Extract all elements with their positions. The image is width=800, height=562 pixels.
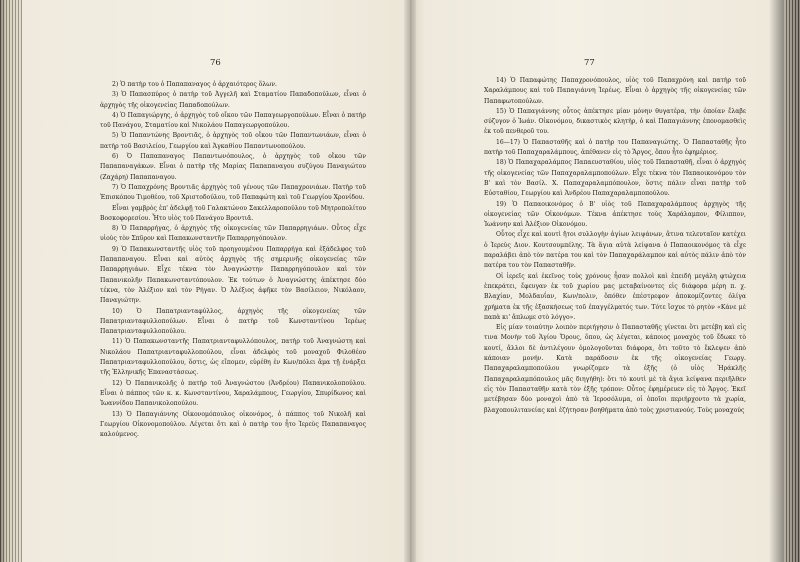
- paragraph: Εἰς μίαν τοιαύτην λοιπὸν περιήγησιν ὁ Παπασταθῆς γίνεται ὅτι μετέβη καὶ εἰς τινα Μονὴν τοῦ Ἁγίου Ὄρους, ὅπου, ὡς λέγεται, κάποιος μοναχὸς τοῦ ἔδωκε τὸ κουτί, ἄλλοι δὲ ἀντιλέγουν ὁμολογοῦνται διάφορα, ὅτι τοῦτο τὸ ἔκλεψεν ἀπὸ κάποιαν μονήν. Κατὰ παράδοσιν ἐκ τῆς οἰκογενείας Γεωργ. Παπαχαραλαμποπούλου γνωρίζομεν τὰ ἑξῆς (ὁ υἱὸς Ἡράκλῆς Παπαχαραλαμπόπουλος μᾶς διηγήθη): ὅτι τὸ κουτὶ μὲ τὰ ἅγια λείψανα περιῆλθεν εἰς τὸν Παπασταθῆν κατὰ τὸν ἑξῆς τρόπον: Οὗτος ἐφημέρευεν εἰς τὸ Ἄργος. Ἐκεῖ μετέβησαν δύο μοναχοὶ ἀπὸ τὰ Ἱεροσόλυμα, οἱ ὁποῖοι περιήρχοντο τὰ χωρία, βλαχοπουλιτανείας καὶ ἐζήτησαν βοηθήματα ἀπὸ τοὺς χριστιανούς. Τοὺς μοναχούς: [484, 324, 746, 414]
- page-edge-left: [0, 0, 22, 562]
- left-page-text: [100, 80, 366, 440]
- paragraph: 13) Ὁ Παπαγιάννης Οἰκονομόπουλος οἰκονόμος, ὁ πάππος τοῦ Νικολῆ καὶ Γεωργίου Οἰκονομοπούλου. Λέγεται ὅτι καὶ ὁ πατὴρ του ἦτο Ἱερεὺς Παπαπαναγος καλούμενος.: [100, 410, 366, 439]
- page-number-left: 76: [210, 58, 221, 68]
- paragraph: Εἶναι γαμβρὸς ἐπ' ἀδελφῇ τοῦ Γαλακτώνου Σακελλαροπούλου τοῦ Μητροπολίτου Βοσκοφορεσίου. Ἦτο υἱὸς τοῦ Πανάγου Βροντιᾶ.: [100, 204, 366, 222]
- paragraph: 10) Ὁ Παπατριανταφύλλος, ἀρχηγὸς τῆς οἰκογενείας τῶν Παπατριανταφυλλοπούλων. Εἶναι ὁ πατὴρ τοῦ Κωνσταντίνου Ἱερέως Παπατριανταφυλλοπούλου.: [100, 307, 366, 336]
- paragraph: 15) Ὁ Παπαγιάννης οὗτος ἀπέκτησε μίαν μόνην θυγατέρα, τὴν ὁποίαν ἔλαβε σύζυγον ὁ Ἰωάν. Οἰκονόμου, δικαστικὸς κλητήρ, ὁ καὶ Παπαγιάννης ἐπονομασθεὶς ἐκ τοῦ πενθεροῦ του.: [484, 107, 746, 136]
- paragraph: 18) Ὁ Παπαχαραλάμπος Παπαευσταθίου, υἱὸς τοῦ Παπασταθῆ, εἶναι ὁ ἀρχηγὸς τῆς οἰκογενείας τῶν Παπαχαραλαμποπούλων. Εἶχε τέκνα τὸν Παπαοικονόμου τὸν Β' καὶ τὸν Βασίλ. Χ. Παπαχαραλαμπόπουλον, ὅστις πάλιν εἶναι πατὴρ τοῦ Εὐσταθίου, Γεωργίου καὶ Ἀνδρέου Παπαχαραλαμποπούλου.: [484, 159, 746, 198]
- paragraph: 2) Ὁ πατὴρ του ὁ Παπαπαναγος ὁ ἀρχαιότερος ὅλων.: [112, 81, 277, 88]
- paragraph: 16—17) Ὁ Παπασταθῆς καὶ ὁ πατὴρ του Παπαναγιώτης. Ὁ Παπασταθῆς ἦτο πατὴρ τοῦ Παπαχαραλάμπους, ἀπέθανεν εἰς τὸ Ἄργος, ὅπου ἦτο ἐφημέριος.: [484, 138, 746, 157]
- right-page-text: [484, 76, 746, 416]
- paragraph: 4) Ὁ Παπαγιώργης, ὁ ἀρχηγὸς τοῦ οἴκου τῶν Παπαγεωργοπούλων. Εἶναι ὁ πατὴρ τοῦ Πανάγου, Σταματίου καὶ Νικολάου Παπαγεωργοπούλου.: [100, 111, 366, 130]
- paragraph: 11) Ὁ Παπακωνσταντῆς Παπατριανταφυλλόπουλος, πατὴρ τοῦ Ἀναγνώστη καὶ Νικολάου Παπατριανταφυλλοπούλου, εἶναι ἀδελφὸς τοῦ μοναχοῦ Φιλοθέου Παπατριανταφυλλοπούλου, ὅστις, ὡς εἴπομεν, εὑρέθη ἐν Κων/πόλει ἅμα τῇ ἐνάρξει τῆς Ἑλληνικῆς Ἐπαναστάσεως.: [100, 338, 366, 377]
- book-gutter: [404, 0, 416, 562]
- paragraph: 8) Ὁ Παπαρρήγας, ὁ ἀρχηγὸς τῆς οἰκογενείας τῶν Παπαρρηγιάων. Οὗτος εἶχε υἱοὺς τὸν Σπῦρον καὶ Παπακωνσταντῆν Παπαρρηγόπουλον.: [100, 225, 366, 243]
- paragraph: Οὗτος εἶχε καὶ κουτὶ ἤτοι συλλογὴν ἁγίων λειψάνων, ἅτινα τελευταῖον κατέχει ὁ Ἱερεὺς Διον. Κουτσουμπέλης. Τὰ ἅγια αὐτὰ λείψανα ὁ Παπαοικονόμος τὰ εἶχε παραλάβει ἀπὸ τὸν πατέρα του καὶ τὸν Παπαχαράλαμπον καὶ αὐτὸς πάλιν ἀπὸ τὸν πατέρα του τὸν Παπασταθῆν.: [484, 231, 746, 270]
- page-number-right: 77: [584, 58, 595, 68]
- paragraph: 5) Ὁ Παπαντώνης Βροντιᾶς, ὁ ἀρχηγὸς τοῦ οἴκου τῶν Παπαντωνιάων, εἶναι ὁ πατὴρ τοῦ Βασιλείου, Γεωργίου καὶ Ἀγκαθίου Παπαντωνοπούλου.: [100, 132, 366, 150]
- paragraph: 9) Ὁ Παπακωνσταντῆς υἱὸς τοῦ προηγουμένου Παπαρρήγα καὶ ἐξάδελφος τοῦ Παπαπαναγου. Εἶναι καὶ αὐτὸς ἀρχηγὸς τῆς σημερινῆς οἰκογενείας τῶν Παπαρρηγιάων. Εἶχε τέκνα τὸν Ἀναγνώστην Παπαρρηγόπουλον καὶ τὸν Παπανικολῆν Παπακωνσταντόπουλον. Ἐκ τούτων ὁ Ἀναγνώστης ἀπέκτησε δύο τέκνα, τὸν Ἀλέξιον καὶ τὸν Ρήγαν. Ὁ Ἀλέξιος ἀφῆκε τὸν Βασίλειον, Νικόλαον, Παναγιώτην.: [100, 245, 366, 305]
- paragraph: 14) Ὁ Παπαφώτης Παπαχρονόπουλος, υἱὸς τοῦ Παπαχρόνη καὶ πατὴρ τοῦ Χαραλάμπους καὶ τοῦ Παπαγιάννη Ἱερέως. Εἶναι ὁ ἀρχηγὸς τῆς οἰκογενείας τῶν Παπαφωτοπούλων.: [484, 77, 746, 105]
- right-page: [410, 0, 800, 562]
- page-edge-right: [784, 0, 800, 562]
- paragraph: 6) Ὁ Παπαπαναγος Παπαντωνόπουλος, ὁ ἀρχηγὸς τοῦ οἴκου τῶν Παπαπαναγάκων. Εἶναι ὁ πατὴρ τῆς Μαρίας Παπαπαναγου συζύγου Παναγιώτου (Ζαχάρη) Παπαπαναγου.: [100, 153, 366, 181]
- paragraph: Οἱ ἱερεῖς καὶ ἐκεῖνος τοὺς χρόνους ἦσαν πολλοὶ καὶ ἐπειδὴ μεγάλη φτώχεια ἐπεκράτει, ἔφευγαν ἐκ τοῦ χωρίου μας μεταβαίνοντες εἰς διάφορα μέρη π. χ. Βλαχίαν, Μολδαυΐαν, Κων/πολιν, ὅπόθεν ἐπέστρεφον ἀποκομίζοντες ὀλίγα χρήματα ἐκ τῆς ἐξασκήσεως τοῦ ἐπαγγέλματός των. Τότε ἴσχυε τὸ ρητὸν «Κάνε μὲ παπὰ κι' ἄπλωμε στὸ λόγγο».: [484, 272, 746, 321]
- paragraph: 7) Ὁ Παπαχρόνης Βροντιᾶς ἀρχηγὸς τοῦ γένους τῶν Παπαχρονιάων. Πατὴρ τοῦ Ἐπισκόπου Τιμοθέου, τοῦ Χριστοδούλου, τοῦ Παπαφώτη καὶ τοῦ Γεωργίου Χρονίδου.: [100, 183, 366, 202]
- paragraph: 19) Ὁ Παπαοικονόμος ὁ Β' υἱὸς τοῦ Παπαχαραλάμπους ἀρχηγὸς τῆς οἰκογενείας τῶν Οἰκονόμων. Τέκνα ἀπέκτησε τοὺς Χαράλαμπον, Φίλιππον, Ἰωάννην καὶ Ἀλέξιον Οἰκονόμου.: [484, 200, 746, 229]
- paragraph: 3) Ὁ Παπασπύρος ὁ πατὴρ τοῦ Ἀγγελῆ καὶ Σταματίου Παπαδοπούλων, εἶναι ὁ ἀρχηγὸς τῆς οἰκογενείας Παπαδοπούλων.: [100, 91, 366, 109]
- paragraph: 12) Ὁ Παπανικολῆς ὁ πατὴρ τοῦ Ἀναγνώστου (Ἀνδρέου) Παπανικολοπούλου. Εἶναι ὁ πάππος τῶν κ. κ. Κωνσταντίνου, Χαραλάμπους, Γεωργίου, Σπυρίδωνος καὶ Ἰωαννίδου Παπανικολοπούλου.: [100, 379, 366, 408]
